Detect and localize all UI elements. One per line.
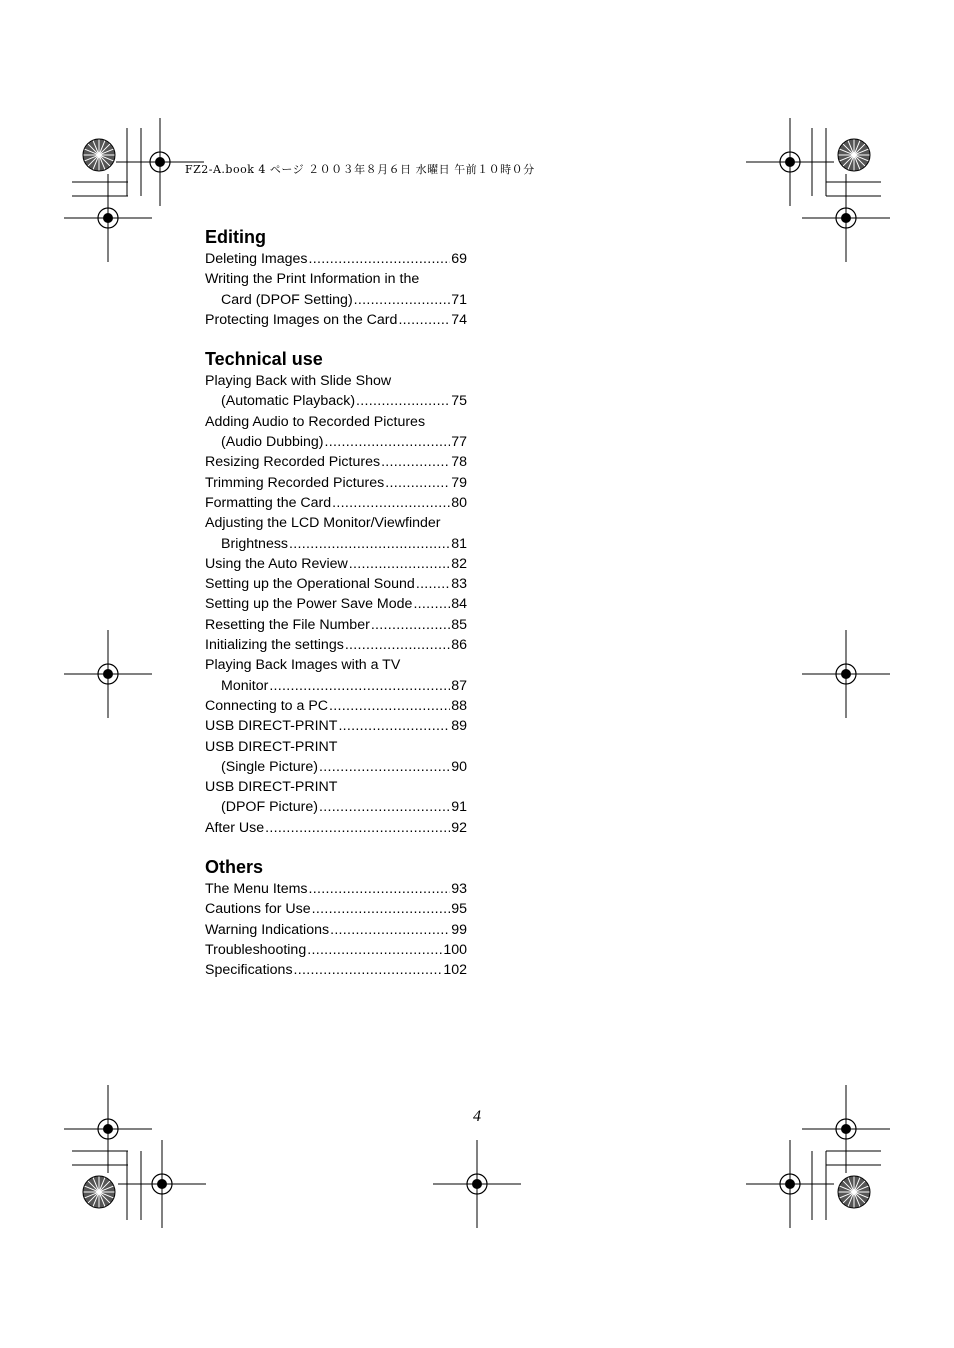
toc-entry-title: Playing Back Images with a TV — [205, 657, 401, 674]
toc-entry-title: Cautions for Use — [205, 901, 311, 918]
toc-entry — [205, 716, 467, 736]
toc-entry — [205, 493, 467, 513]
toc-entry-title: Adjusting the LCD Monitor/Viewfinder — [205, 515, 441, 532]
toc-entry-line — [205, 574, 467, 594]
toc-entry — [205, 777, 467, 818]
toc-entry-title: (DPOF Picture) — [221, 799, 318, 816]
dot-leader — [381, 452, 450, 472]
toc-entry-title: Monitor — [221, 677, 269, 694]
toc-entry-line — [205, 920, 467, 940]
toc-entry — [205, 818, 467, 838]
toc-entry-line — [205, 594, 467, 614]
toc-entry — [205, 310, 467, 330]
dot-leader — [349, 554, 450, 574]
toc-entry-line — [205, 534, 467, 554]
toc-entry-page: 90 — [451, 758, 467, 775]
toc-entry-title: Specifications — [205, 962, 293, 979]
toc-entry-line — [205, 676, 467, 696]
toc-entry-page: 102 — [443, 962, 467, 979]
dot-leader — [371, 615, 450, 635]
toc-entry-title: Brightness — [221, 535, 289, 552]
toc-entry-page: 93 — [451, 881, 467, 898]
toc-entry-title: (Single Picture) — [221, 758, 318, 775]
toc-entry-line — [205, 269, 467, 289]
toc-entry-title: Resetting the File Number — [205, 616, 370, 633]
toc-entry-line — [205, 635, 467, 655]
toc-entry — [205, 879, 467, 899]
dot-leader — [398, 310, 450, 330]
toc-entry-page: 82 — [451, 555, 467, 572]
dot-leader — [312, 899, 451, 919]
registration-mark-top-right-star — [838, 139, 870, 171]
toc-entry-title: The Menu Items — [205, 881, 308, 898]
toc-entry-page: 81 — [451, 535, 467, 552]
toc-entry-line — [205, 310, 467, 330]
toc-entry-page: 84 — [451, 596, 467, 613]
toc-entry — [205, 655, 467, 696]
toc-entry — [205, 594, 467, 614]
dot-leader — [289, 534, 450, 554]
registration-mark-bottom-right-star — [838, 1176, 870, 1208]
toc-entry-title: Resizing Recorded Pictures — [205, 454, 381, 471]
dot-leader — [325, 432, 451, 452]
toc-section — [205, 348, 467, 838]
toc-entry-line — [205, 655, 467, 675]
toc-entry-line — [205, 737, 467, 757]
dot-leader — [354, 290, 451, 310]
print-file-info: FZ2-A.book 4 ページ ２００３年８月６日 水曜日 午前１０時０分 — [185, 163, 535, 176]
toc-entry — [205, 452, 467, 472]
toc-entry-line — [205, 493, 467, 513]
toc-entry-title: Initializing the settings — [205, 637, 344, 654]
toc-entry-title: Trimming Recorded Pictures — [205, 474, 385, 491]
dot-leader — [329, 696, 450, 716]
toc-entry-line — [205, 554, 467, 574]
dot-leader — [345, 635, 450, 655]
toc-entry-title: Setting up the Operational Sound — [205, 576, 415, 593]
toc-entry — [205, 615, 467, 635]
dot-leader — [319, 757, 450, 777]
registration-mark-bottom-center — [433, 1140, 521, 1228]
toc-entry-line — [205, 391, 467, 411]
toc-entry — [205, 574, 467, 594]
toc-entry-title: After Use — [205, 819, 265, 836]
toc-entry-line — [205, 757, 467, 777]
toc-entry — [205, 920, 467, 940]
toc-entry-page: 74 — [451, 311, 467, 328]
toc-entry-page: 71 — [451, 291, 467, 308]
toc-entry-page: 83 — [451, 576, 467, 593]
toc-entry-title: USB DIRECT-PRINT — [205, 718, 338, 735]
registration-mark-bottom-left-2 — [118, 1140, 206, 1228]
section-title: Technical use — [205, 349, 323, 370]
toc-entry-line — [205, 432, 467, 452]
toc-entry-title: Card (DPOF Setting) — [221, 291, 353, 308]
dot-leader — [332, 493, 450, 513]
toc-entry — [205, 635, 467, 655]
toc-entry-title: Troubleshooting — [205, 941, 307, 958]
toc-entry-page: 95 — [451, 901, 467, 918]
table-of-contents — [205, 226, 467, 999]
dot-leader — [330, 920, 450, 940]
dot-leader — [385, 473, 450, 493]
dot-leader — [265, 818, 450, 838]
toc-entry — [205, 473, 467, 493]
toc-entry-line — [205, 615, 467, 635]
toc-entry-page: 87 — [451, 677, 467, 694]
toc-entry-page: 89 — [451, 718, 467, 735]
dot-leader — [413, 594, 450, 614]
toc-entry-page: 78 — [451, 454, 467, 471]
toc-entry — [205, 940, 467, 960]
toc-entry-page: 75 — [451, 393, 467, 410]
toc-entry — [205, 269, 467, 310]
dot-leader — [269, 676, 450, 696]
dot-leader — [338, 716, 450, 736]
toc-entry-title: Using the Auto Review — [205, 555, 348, 572]
registration-mark-bottom-left-star — [83, 1176, 115, 1208]
toc-entry-page: 80 — [451, 494, 467, 511]
toc-entry-line — [205, 696, 467, 716]
registration-mark-middle-right — [802, 630, 890, 718]
toc-entry-title: Adding Audio to Recorded Pictures — [205, 413, 426, 430]
toc-entry-page: 99 — [451, 921, 467, 938]
toc-entry-line — [205, 452, 467, 472]
toc-entry-line — [205, 249, 467, 269]
registration-mark-top-right-2 — [802, 174, 890, 262]
registration-mark-bottom-left-1 — [64, 1085, 152, 1173]
dot-leader — [309, 879, 451, 899]
toc-entry-page: 91 — [451, 799, 467, 816]
toc-entry-page: 77 — [451, 434, 467, 451]
toc-entry-line — [205, 371, 467, 391]
toc-entry — [205, 513, 467, 554]
toc-entry-title: Writing the Print Information in the — [205, 271, 420, 288]
toc-entry-title: Formatting the Card — [205, 494, 332, 511]
registration-mark-middle-left — [64, 630, 152, 718]
toc-entry-page: 92 — [451, 819, 467, 836]
registration-mark-top-right-1 — [746, 118, 834, 206]
toc-entry-title: Warning Indications — [205, 921, 330, 938]
toc-entry-title: Setting up the Power Save Mode — [205, 596, 413, 613]
toc-entry — [205, 249, 467, 269]
toc-entry — [205, 960, 467, 980]
toc-entry — [205, 412, 467, 453]
toc-entry — [205, 371, 467, 412]
toc-entry-title: USB DIRECT-PRINT — [205, 779, 338, 796]
dot-leader — [294, 960, 443, 980]
registration-mark-top-left-star — [83, 139, 115, 171]
registration-mark-top-left-2 — [64, 174, 152, 262]
toc-entry-line — [205, 716, 467, 736]
toc-entry-page: 100 — [443, 941, 467, 958]
toc-entry-page: 79 — [451, 474, 467, 491]
toc-entry-title: Connecting to a PC — [205, 697, 329, 714]
toc-entry-title: USB DIRECT-PRINT — [205, 738, 338, 755]
toc-entry-title: Protecting Images on the Card — [205, 311, 398, 328]
toc-entry-title: (Automatic Playback) — [221, 393, 356, 410]
toc-entry-page: 69 — [451, 251, 467, 267]
dot-leader — [309, 249, 451, 269]
toc-entry-line — [205, 777, 467, 797]
toc-entry — [205, 554, 467, 574]
toc-section — [205, 226, 467, 330]
dot-leader — [356, 391, 450, 411]
toc-entry-line — [205, 473, 467, 493]
toc-entry-title: Deleting Images — [205, 251, 308, 267]
toc-entry-title: (Audio Dubbing) — [221, 434, 324, 451]
dot-leader — [416, 574, 450, 594]
toc-entry-line — [205, 290, 467, 310]
toc-entry-line — [205, 899, 467, 919]
section-title: Others — [205, 857, 264, 878]
toc-entry-title: Playing Back with Slide Show — [205, 373, 392, 390]
toc-section — [205, 856, 467, 980]
registration-mark-bottom-right-1 — [802, 1085, 890, 1173]
toc-entry-line — [205, 960, 467, 980]
toc-entry — [205, 696, 467, 716]
section-title: Editing — [205, 227, 266, 247]
toc-entry-page: 86 — [451, 637, 467, 654]
toc-entry — [205, 737, 467, 778]
registration-mark-bottom-right-2 — [746, 1140, 834, 1228]
toc-entry-line — [205, 412, 467, 432]
toc-entry-line — [205, 797, 467, 817]
toc-entry-page: 88 — [451, 697, 467, 714]
toc-entry-line — [205, 818, 467, 838]
page-number: 4 — [473, 1108, 481, 1125]
dot-leader — [319, 797, 450, 817]
toc-entry-line — [205, 513, 467, 533]
toc-entry — [205, 899, 467, 919]
toc-entry-line — [205, 879, 467, 899]
dot-leader — [307, 940, 442, 960]
toc-entry-page: 85 — [451, 616, 467, 633]
toc-entry-line — [205, 940, 467, 960]
